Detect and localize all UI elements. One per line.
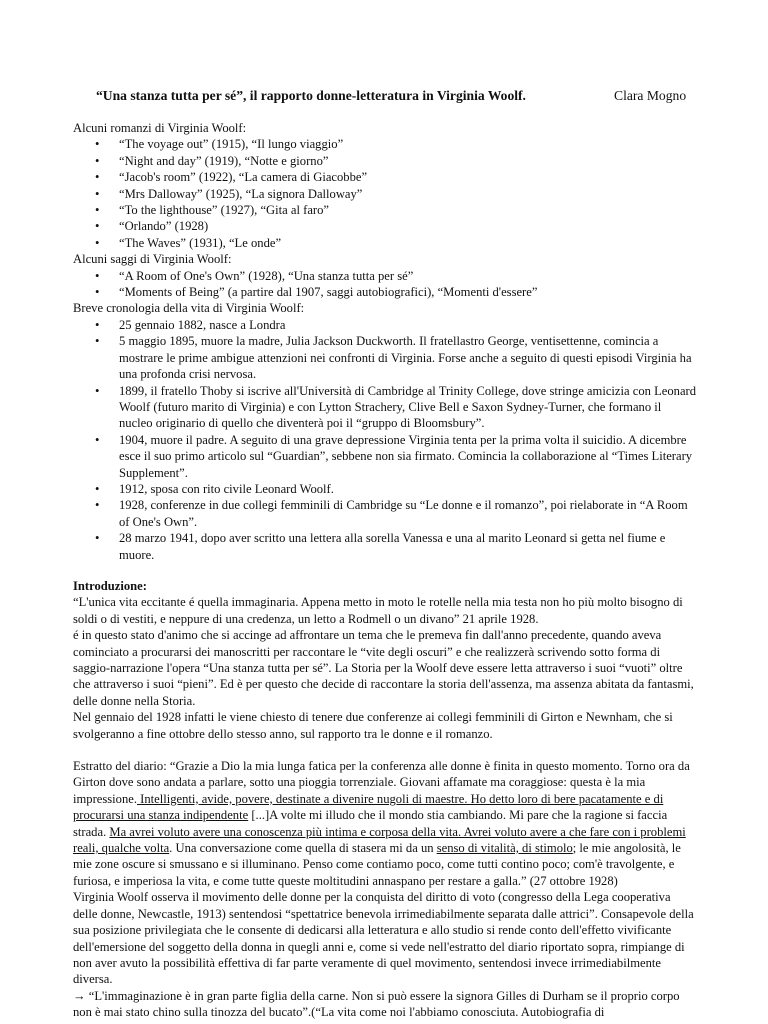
list-item: • 5 maggio 1895, muore la madre, Julia Jackson Duckworth. Il fratellastro George, ventisettenne, comincia a mostrare le prime ambigue attenzioni nei confronti di Virginia. Forse anche a seguito di questi episodi Virginia ha una profonda crisi nervosa. xyxy=(73,333,698,382)
diary-text: Estratto del diario: “Grazie a Dio la mia lunga fatica per la conferenza alle donne è finita in questo momento. Torno ora da Girton dove sono andata a parlare, sotto una pioggia torrenziale. Giovani affamate ma coraggiose: questa è la mia impressione. xyxy=(73,759,690,806)
novels-list xyxy=(73,136,698,251)
diary-underlined-text: Ma avrei voluto avere una conoscenza più intima e corposa della vita. Avrei voluto avere a che fare con i problemi reali, qualche volta xyxy=(73,824,686,856)
list-item: • 28 marzo 1941, dopo aver scritto una lettera alla sorella Vanessa e una al marito Leonard si getta nel fiume e muore. xyxy=(73,530,698,563)
document-title: “Una stanza tutta per sé”, il rapporto donne-letteratura in Virginia Woolf. xyxy=(96,88,526,103)
title-row xyxy=(96,88,696,106)
list-item: • “Jacob's room” (1922), “La camera di Giacobbe” xyxy=(73,169,698,185)
diary-text: ; le mie angolosità, le mie zone oscure si smussano e si illuminano. Penso come contiamo poco, come tutti contino poco; com'è travolgente, e furiosa, e imperiosa la vita, e come tutte queste moltitudini annaspano per restare a galla.” (27 ottobre 1928) xyxy=(73,841,681,888)
list-item: • 1912, sposa con rito civile Leonard Woolf. xyxy=(73,481,698,497)
list-item: • “A Room of One's Own” (1928), “Una stanza tutta per sé” xyxy=(73,268,698,284)
list-item: • 1899, il fratello Thoby si iscrive all'Università di Cambridge al Trinity College, dove stringe amicizia con Leonard Woolf (futuro marito di Virginia) e con Lytton Strachery, Clive Bell e Saxon Sydney-Turner, che formano il nucleo originario di quello che diventerà poi il “gruppo di Bloomsbury”. xyxy=(73,383,698,432)
document-body xyxy=(73,120,698,1021)
novels-label: Alcuni romanzi di Virginia Woolf: xyxy=(73,121,247,135)
diary-excerpt xyxy=(73,758,698,889)
list-item: • “Night and day” (1919), “Notte e giorno” xyxy=(73,153,698,169)
intro-paragraph: Nel gennaio del 1928 infatti le viene chiesto di tenere due conferenze ai collegi femminili di Girton e Newnham, che si svolgeranno a fine ottobre dello stesso anno, sul rapporto tra le donne e il romanzo. xyxy=(73,710,673,741)
intro-paragraph: é in questo stato d'animo che si accinge ad affrontare un tema che le premeva fin dall'anno precedente, quando aveva cominciato a procurarsi dei manoscritti per raccontare le “vite degli oscuri” e che realizzerà scrivendo sotto forma di saggio-narrazione l'opera “Una stanza tutta per sé”. La Storia per la Woolf deve essere letta attraverso i suoi “vuoti” oltre che attraverso i suoi “pieni”. Ed è per questo che decide di raccontare la storia dell'assenza, ma assenza abitata da fantasmi, delle donne nella Storia. xyxy=(73,628,694,708)
diary-underlined-text: Intelligenti, avide, povere, destinate a divenire nugoli di maestre. Ho detto loro di bere pacatamente e di procurarsi una stanza indipendente xyxy=(73,791,664,823)
list-item: • “Mrs Dalloway” (1925), “La signora Dalloway” xyxy=(73,186,698,202)
essays-label: Alcuni saggi di Virginia Woolf: xyxy=(73,252,232,267)
list-item: • “The voyage out” (1915), “Il lungo viaggio” xyxy=(73,136,698,152)
list-item: • “To the lighthouse” (1927), “Gita al faro” xyxy=(73,202,698,218)
paragraph-gap xyxy=(73,742,698,758)
diary-text: [...]A volte mi illudo che il mondo stia cambiando. Mi pare che la ragione si faccia strada. xyxy=(73,808,668,839)
intro-paragraph: → “L'immaginazione è in gran parte figlia della carne. Non si può essere la signora Gilles di Durham se il proprio corpo non è mai stato chino sulla tinozza del bucato”.(“La vita come noi l'abbiamo conosciuta. Autobiografia di xyxy=(73,988,680,1020)
diary-text: . Una conversazione come quella di stasera mi da un xyxy=(169,841,437,856)
intro-paragraph: “L'unica vita eccitante é quella immaginaria. Appena metto in moto le rotelle nella mia testa non ho più molto bisogno di soldi o di vestiti, e neppure di una credenza, un letto a Rodmell o un divano” 21 aprile 1928. xyxy=(73,595,683,626)
list-item: • 1904, muore il padre. A seguito di una grave depressione Virginia tenta per la prima volta il suicidio. A dicembre esce il suo primo articolo sul “Guardian”, sebbene non sia firmato. Comincia la collaborazione al “Times Literary Supplement”. xyxy=(73,432,698,481)
intro-heading: Introduzione: xyxy=(73,578,147,593)
list-item: • “Orlando” (1928) xyxy=(73,218,698,234)
intro-paragraph: Virginia Woolf osserva il movimento delle donne per la conquista del diritto di voto (congresso della Lega cooperativa delle donne, Newcastle, 1913) sentendosi “spettatrice benevola irrimediabilmente separata dalle attrici”. Consapevole della sua posizione privilegiata che le consente di dedicarsi alla letteratura e allo studio si rende conto dell'effetto vivificante dell'emersione del soggetto della donna in quegli anni e, come si vede nell'estratto del diario riportato sopra, rimpiange di non aver avuto la possibilità effettiva di far parte veramente di quel movimento, sentendosi invece irrimediabilmente diversa. xyxy=(73,890,694,987)
chronology-list xyxy=(73,317,698,563)
list-item: • “The Waves” (1931), “Le onde” xyxy=(73,235,698,251)
list-item: • 1928, conferenze in due collegi femminili di Cambridge su “Le donne e il romanzo”, poi rielaborate in “A Room of One's Own”. xyxy=(73,497,698,530)
document-author: Clara Mogno xyxy=(614,88,687,103)
diary-underlined-text: senso di vitalità, di stimolo xyxy=(436,841,573,856)
essays-list xyxy=(73,268,698,301)
chronology-label: Breve cronologia della vita di Virginia Woolf: xyxy=(73,301,305,316)
list-item: • 25 gennaio 1882, nasce a Londra xyxy=(73,317,698,333)
list-item: • “Moments of Being” (a partire dal 1907, saggi autobiografici), “Momenti d'essere” xyxy=(73,284,698,300)
